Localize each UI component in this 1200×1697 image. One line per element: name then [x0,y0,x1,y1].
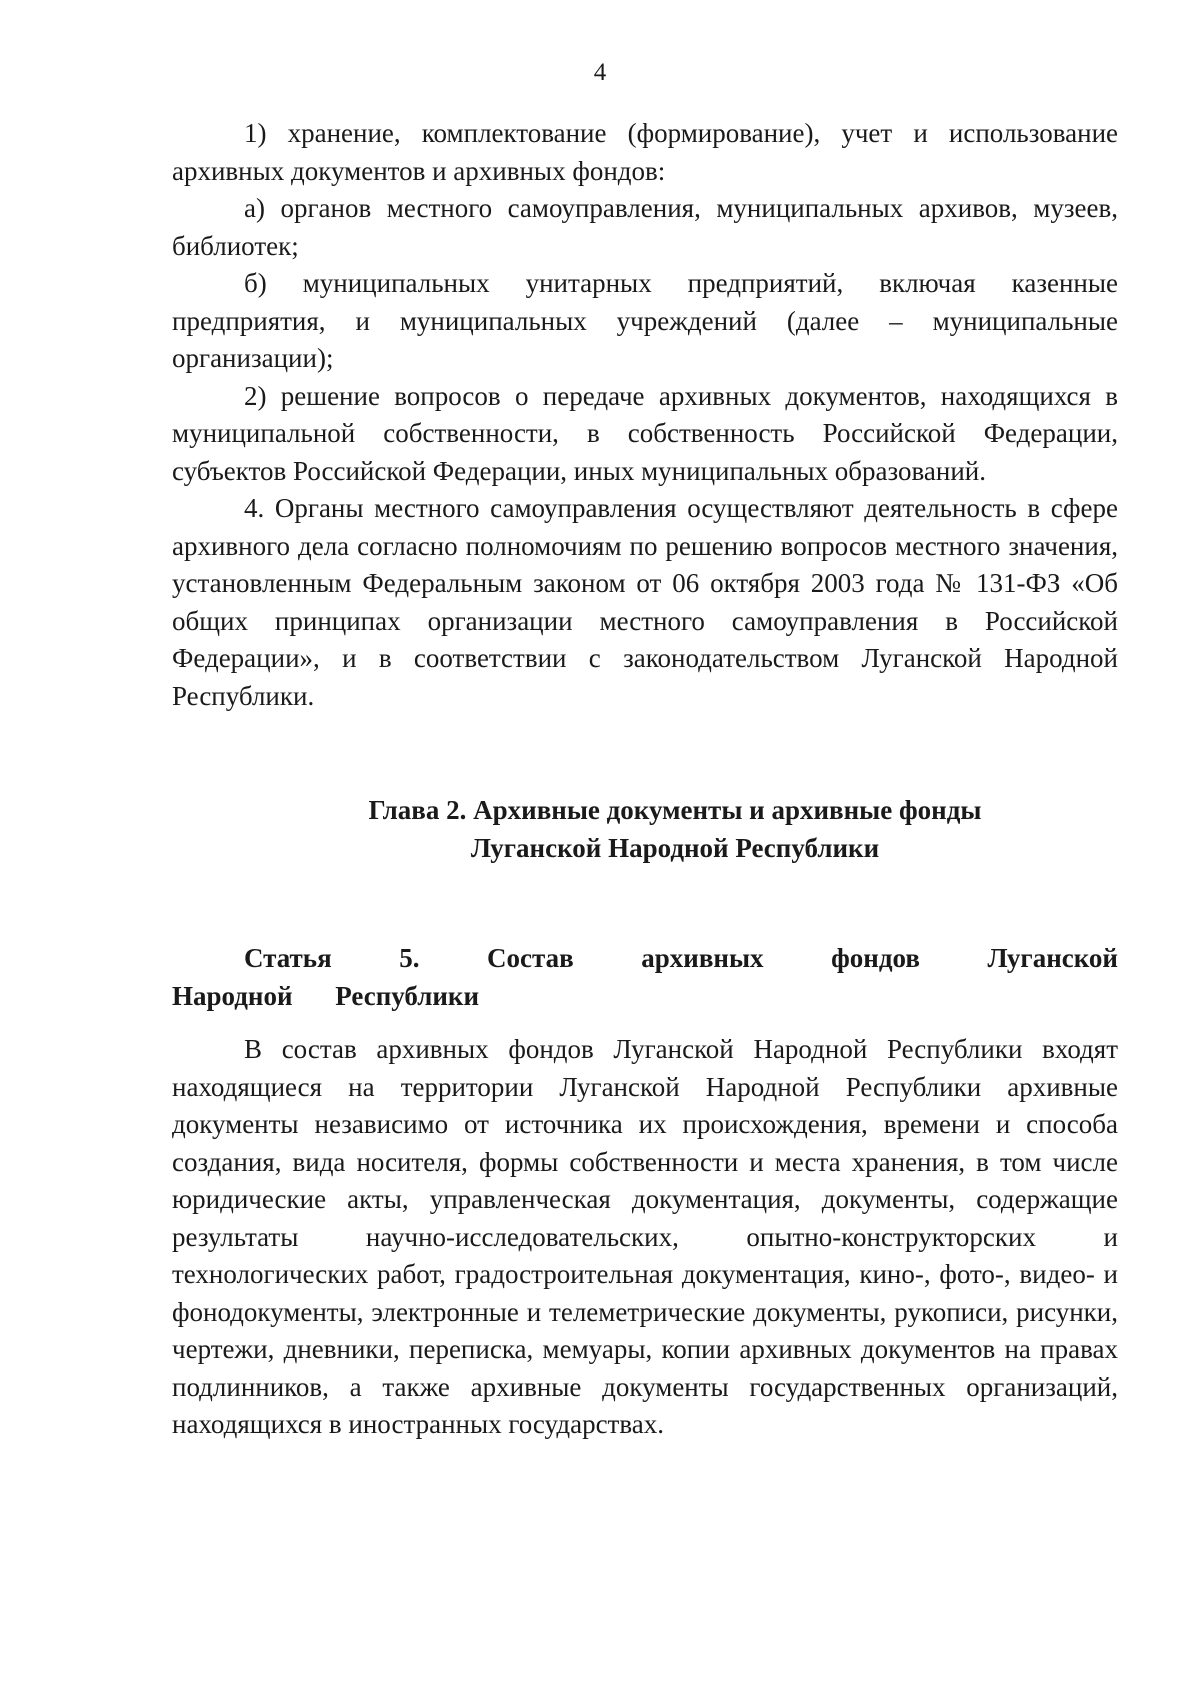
paragraph-part-4: 4. Органы местного самоуправления осуществляют деятельность в сфере архивного дела согласно полномочиям по решению вопросов местного значения, установленным Федеральным законом от 06 октября 2003 года № 131-ФЗ «Об общих принципах организации местного самоуправления в Российской Федерации», и в соответствии с законодательством Луганской Народной Республики. [172,493,1118,711]
chapter-heading [172,792,1118,867]
chapter-heading-line-2: Луганской Народной Республики [470,832,880,863]
paragraph-item-2-transfer: 2) решение вопросов о передаче архивных документов, находящихся в муниципальной собственности, в собственность Российской Федерации, субъектов Российской Федерации, иных муниципальных образований. [172,380,1118,486]
body-text-top [172,115,1118,715]
article-heading: Статья 5. Состав архивных фондов Луганской Народной Республики [172,943,1118,1011]
chapter-heading-line-1: Глава 2. Архивные документы и архивные фонды [368,795,982,825]
paragraph-subitem-a: а) органов местного самоуправления, муниципальных архивов, музеев, библиотек; [172,193,1118,261]
paragraph-article-5-content: В состав архивных фондов Луганской Народной Республики входят находящиеся на территории Луганской Народной Республики архивные документы независимо от источника их происхождения, времени и способа создания, вида носителя, формы собственности и места хранения, в том числе юридические акты, управленческая документация, документы, содержащие результаты научно-исследовательских, опытно-конструкторских и технологических работ, градостроительная документация, кино-, фото-, видео- и фонодокументы, электронные и телеметрические документы, рукописи, рисунки, чертежи, дневники, переписка, мемуары, копии архивных документов на правах подлинников, а также архивные документы государственных организаций, находящихся в иностранных государствах. [172,1034,1118,1439]
page-number: 4 [593,59,607,86]
paragraph-subitem-b: б) муниципальных унитарных предприятий, включая казенные предприятия, и муниципальных учреждений (далее – муниципальные организации); [172,268,1118,373]
paragraph-item-1-storage: 1) хранение, комплектование (формирование), учет и использование архивных документов и архивных фондов: [172,118,1118,186]
body-text-bottom [172,1031,1118,1444]
